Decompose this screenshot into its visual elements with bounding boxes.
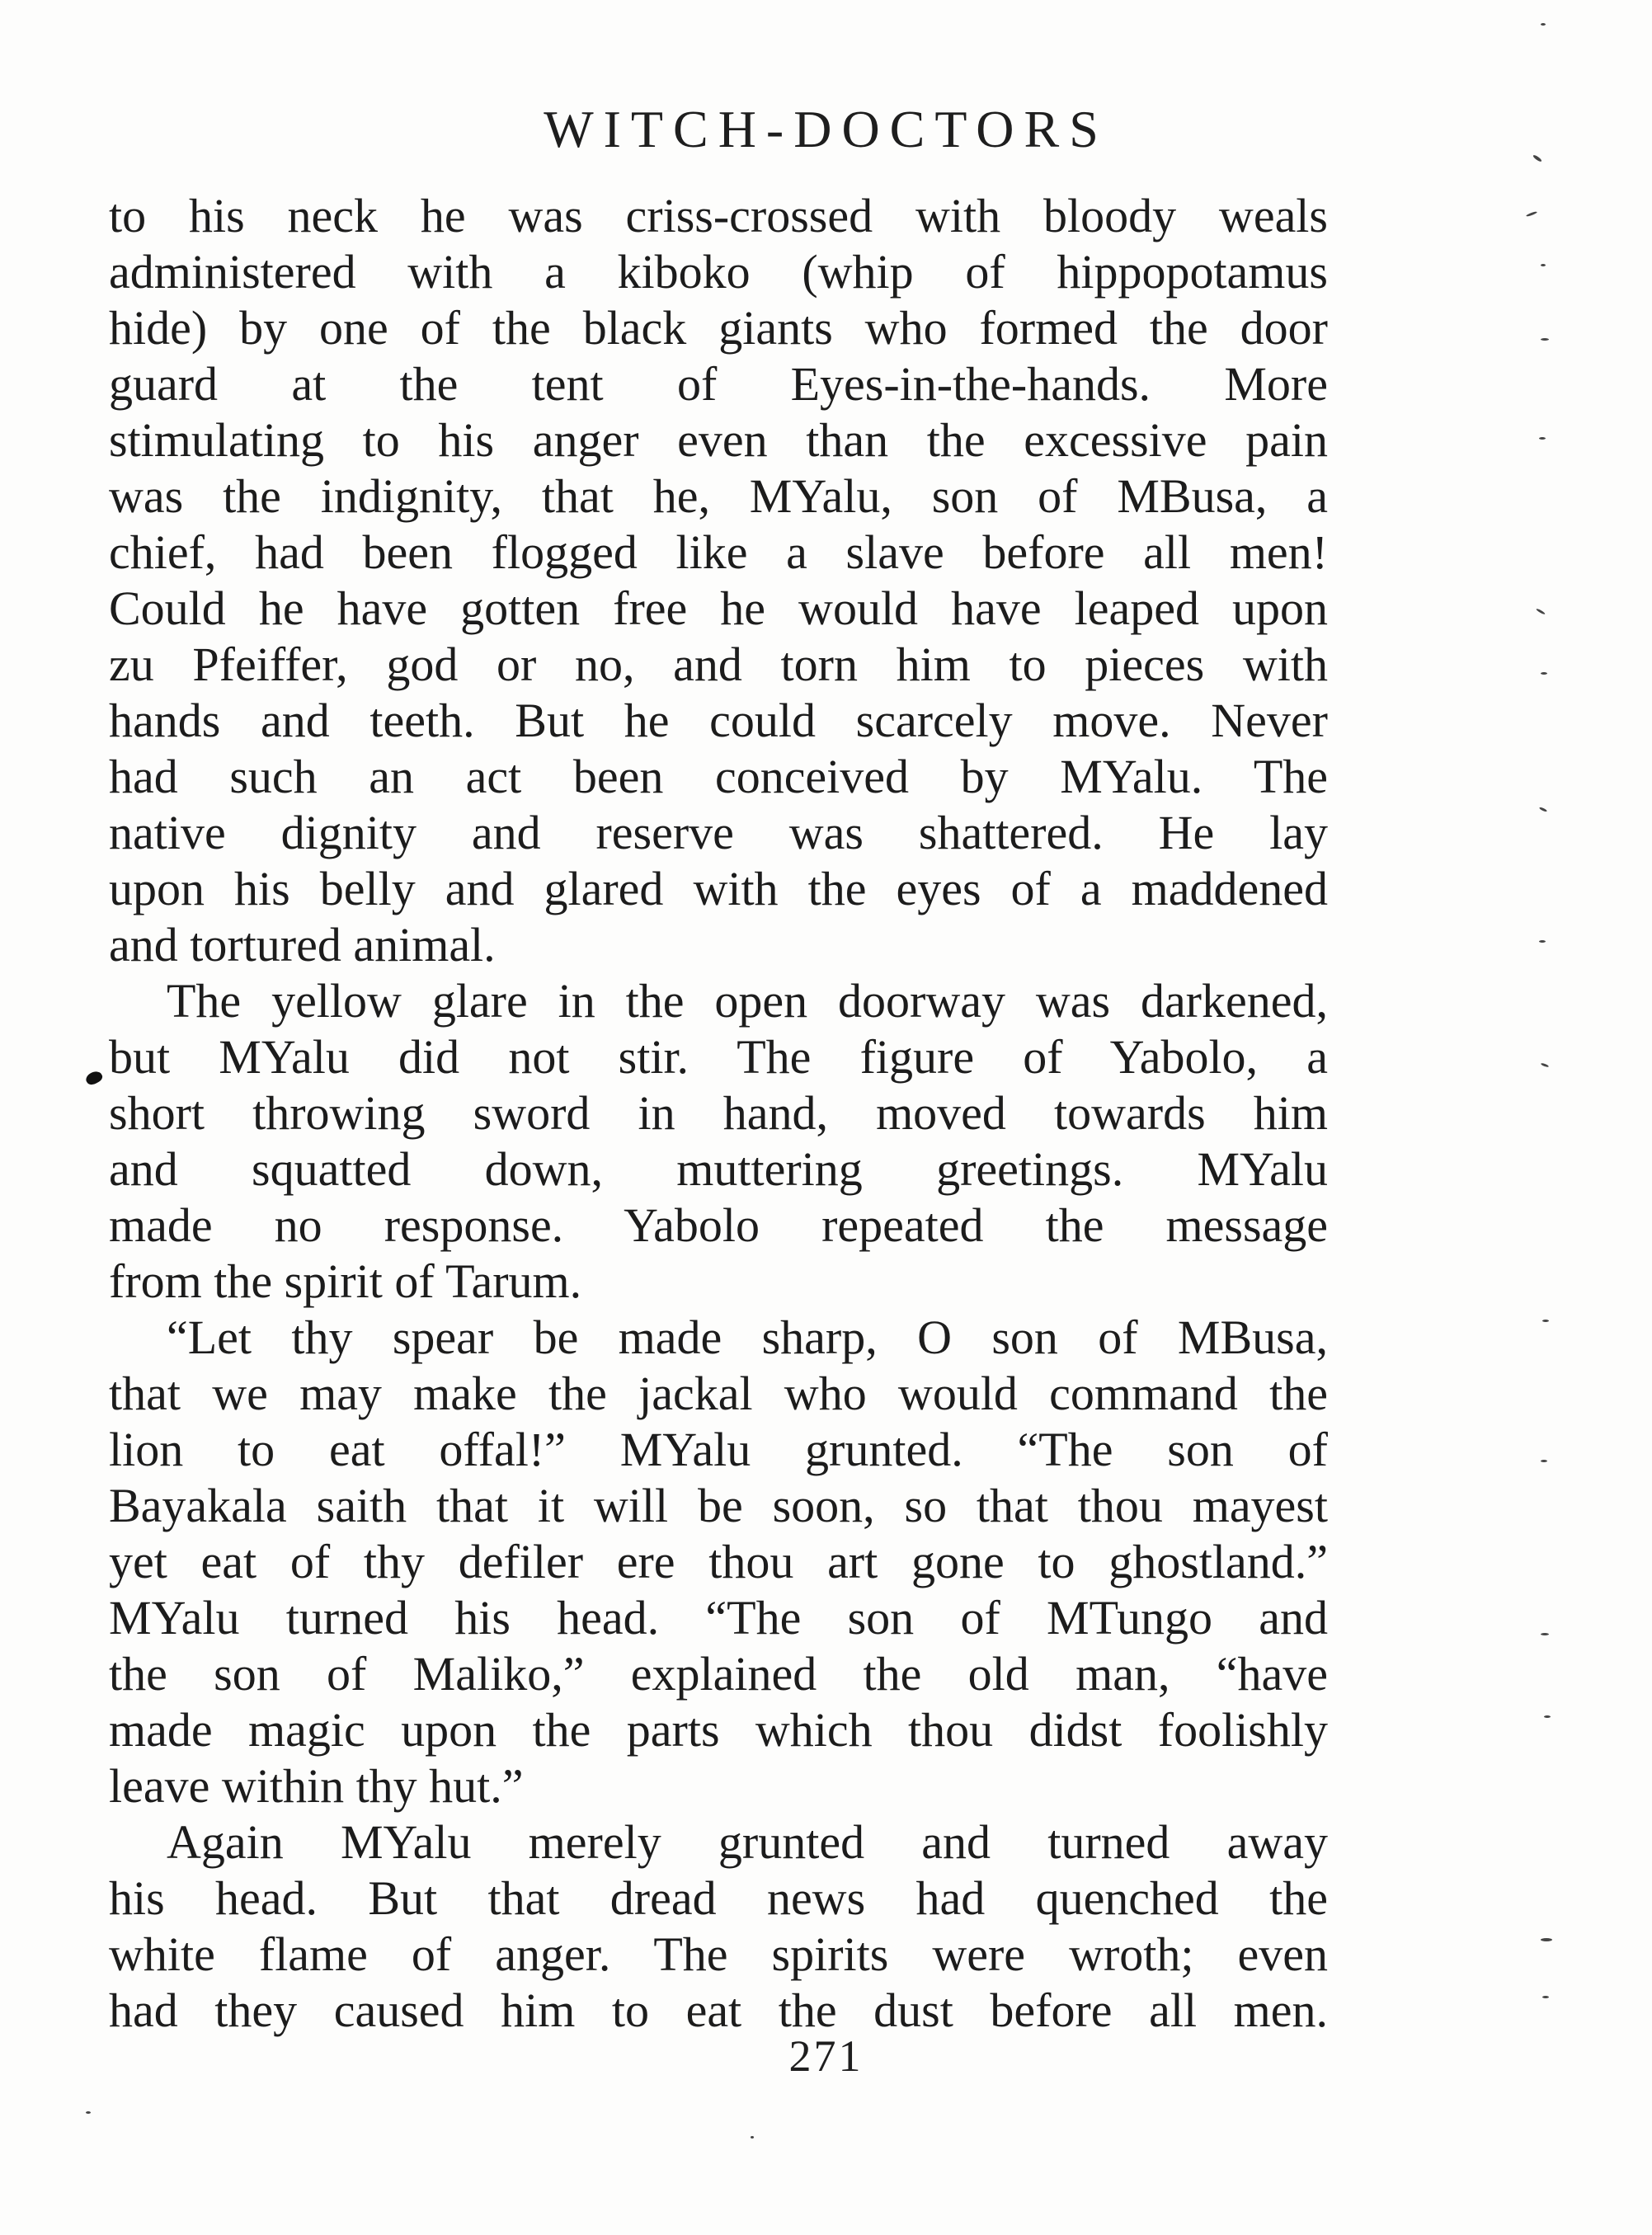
text-line: but MYalu did not stir. The figure of Yabolo, a [109,1030,1328,1084]
text-line: made no response. Yabolo repeated the message [109,1198,1328,1252]
scan-speck [86,2111,91,2114]
text-line: administered with a kiboko (whip of hippopotamus [109,245,1328,299]
scan-speck [1536,608,1546,615]
scan-speck [1541,1633,1549,1635]
text-line: MYalu turned his head. “The son of MTungo and [109,1591,1328,1644]
scan-speck [1541,338,1549,341]
scan-speck [1544,1715,1551,1718]
text-line: the son of Maliko,” explained the old man, “have [109,1647,1328,1701]
text-line: that we may make the jackal who would command the [109,1367,1328,1420]
page-number: 271 [788,2031,864,2081]
text-line: and tortured animal. [109,918,496,972]
text-line: had such an act been conceived by MYalu. The [109,750,1328,803]
text-line: lion to eat offal!” MYalu grunted. “The son of [109,1423,1328,1476]
text-line: guard at the tent of Eyes-in-the-hands. More [109,357,1328,411]
text-line: short throwing sword in hand, moved towards him [109,1086,1328,1140]
text-line: his head. But that dread news had quenched the [109,1871,1328,1925]
text-line: was the indignity, that he, MYalu, son of MBusa, a [109,469,1328,523]
text-line: made magic upon the parts which thou didst foolishly [109,1703,1328,1757]
scan-speck [1539,940,1546,943]
text-line: leave within thy hut.” [109,1759,524,1813]
text-line: zu Pfeiffer, god or no, and torn him to pieces with [109,638,1328,691]
scan-speck [1541,264,1546,266]
scan-speck [1541,1460,1547,1462]
body-text [109,188,1328,2039]
scan-speck [1542,1320,1549,1322]
text-line: stimulating to his anger even than the excessive pain [109,413,1328,467]
text-line: “Let thy spear be made sharp, O son of MBusa, [167,1310,1328,1364]
scan-speck [1539,437,1546,440]
running-head: WITCH-DOCTORS [544,100,1108,158]
text-line: and squatted down, muttering greetings. MYalu [109,1142,1328,1196]
scan-speck [1541,1062,1549,1067]
text-line: white flame of anger. The spirits were wroth; even [109,1927,1328,1981]
text-line: Again MYalu merely grunted and turned away [167,1815,1328,1869]
scan-speck [1541,672,1547,675]
text-line: Bayakala saith that it will be soon, so that thou mayest [109,1479,1328,1532]
text-line: native dignity and reserve was shattered. He lay [109,806,1328,859]
scan-speck [1539,807,1547,812]
text-line: hide) by one of the black giants who formed the door [109,301,1328,355]
text-line: chief, had been flogged like a slave before all men! [109,525,1328,579]
text-line: The yellow glare in the open doorway was darkened, [167,974,1328,1028]
text-line: hands and teeth. But he could scarcely move. Never [109,694,1328,747]
scan-speck [1542,1996,1549,1998]
scan-speck [1541,1938,1552,1941]
text-line: had they caused him to eat the dust before all men. [109,1983,1328,2037]
scan-speck [1541,23,1546,26]
text-line: to his neck he was criss-crossed with bloody weals [109,189,1328,242]
text-line: from the spirit of Tarum. [109,1254,582,1308]
ink-blot-mark [84,1069,104,1087]
scan-speck [1526,211,1537,218]
text-line: yet eat of thy defiler ere thou art gone to ghostland.” [109,1535,1328,1588]
text-line: upon his belly and glared with the eyes of a maddened [109,862,1328,915]
text-line: Could he have gotten free he would have leaped upon [109,581,1328,635]
scan-speck [751,2136,754,2139]
